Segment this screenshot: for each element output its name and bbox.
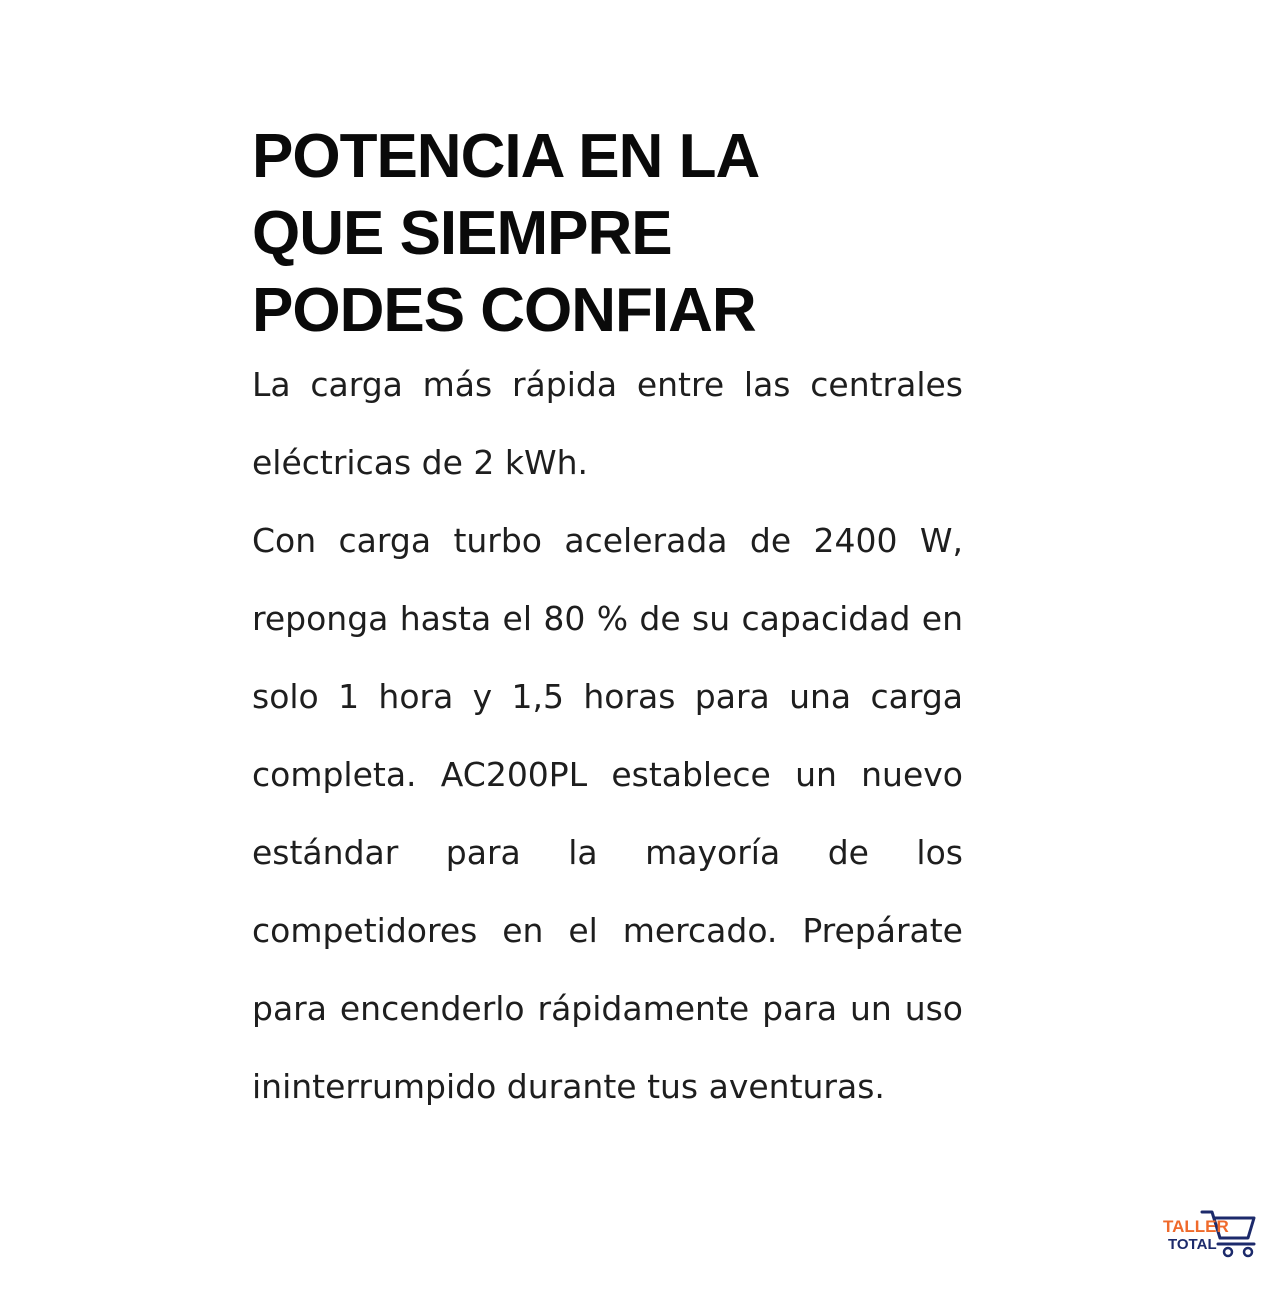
title-line-1: POTENCIA EN LA [252, 122, 760, 191]
logo-text-bottom: TOTAL [1168, 1236, 1217, 1253]
page-title [252, 118, 963, 349]
body-paragraph: Con carga turbo acelerada de 2400 W, reponga hasta el 80 % de su capacidad en solo 1 hora y 1,5 horas para una carga completa. AC200PL establece un nuevo estándar para la mayoría de los competidores en el mercado. Prepárate para encenderlo rápidamente para un uso ininterrumpido durante tus aventuras. [252, 521, 963, 1106]
intro-paragraph: La carga más rápida entre las centrales eléctricas de 2 kWh. [252, 365, 963, 482]
title-line-2: QUE SIEMPRE [252, 199, 672, 268]
main-content [252, 118, 963, 1126]
title-line-3: PODES CONFIAR [252, 276, 756, 345]
shopping-cart-icon [1162, 1208, 1262, 1260]
taller-total-logo [1162, 1208, 1262, 1260]
logo-text-top: TALLER [1163, 1217, 1229, 1236]
